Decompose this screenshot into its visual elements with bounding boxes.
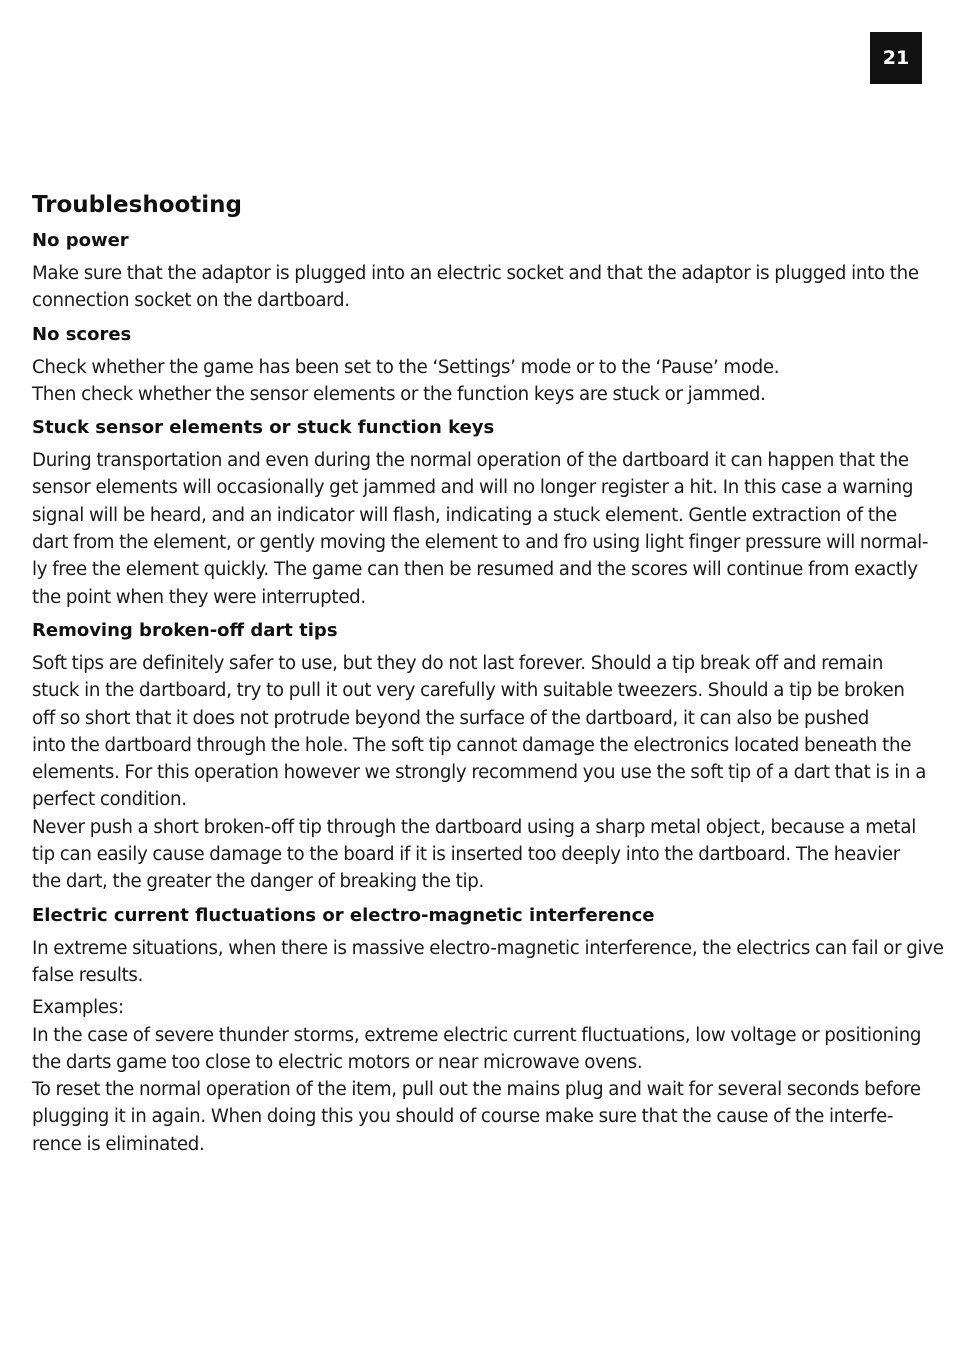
body-paragraph	[32, 447, 929, 611]
sections	[32, 226, 944, 1158]
text-line: Examples:	[32, 997, 124, 1019]
page-content	[32, 188, 944, 1163]
text-line: In the case of severe thunder storms, extreme electric current fluctuations, low voltage or positioning	[32, 1024, 922, 1046]
text-line: Check whether the game has been set to the ‘Settings’ mode or to the ‘Pause’ mode.	[32, 356, 780, 378]
text-line: rence is eliminated.	[32, 1133, 205, 1155]
text-line: connection socket on the dartboard.	[32, 290, 350, 312]
body-paragraph	[32, 935, 944, 990]
text-line: the dart, the greater the danger of breaking the tip.	[32, 871, 484, 893]
text-line: off so short that it does not protrude beyond the surface of the dartboard, it can also be pushed	[32, 707, 870, 729]
section	[32, 616, 927, 896]
text-line: Make sure that the adaptor is plugged into an electric socket and that the adaptor is plugged into the	[32, 263, 919, 284]
text-line: into the dartboard through the hole. The soft tip cannot damage the electronics located beneath the	[32, 734, 912, 756]
section	[32, 901, 944, 1158]
section-heading: Stuck sensor elements or stuck function keys	[32, 417, 495, 439]
text-line: In extreme situations, when there is massive electro-magnetic interference, the electrics can fail or give	[32, 937, 944, 959]
text-line: To reset the normal operation of the item, pull out the mains plug and wait for several seconds before	[32, 1079, 921, 1101]
text-line: perfect condition.	[32, 789, 187, 811]
section-heading: Electric current fluctuations or electro-magnetic interference	[32, 904, 655, 926]
section	[32, 226, 924, 315]
body-paragraph	[32, 650, 927, 896]
body-paragraph	[32, 994, 924, 1158]
section-heading: Removing broken-off dart tips	[32, 619, 338, 641]
section	[32, 320, 924, 409]
body-paragraph	[32, 354, 924, 409]
body-paragraph	[32, 260, 924, 315]
text-line: During transportation and even during the normal operation of the dartboard it can happen that the	[32, 450, 909, 472]
text-line: ly free the element quickly. The game can then be resumed and the scores will continue from exactly	[32, 559, 918, 581]
page-title: Troubleshooting	[32, 192, 243, 218]
text-line: tip can easily cause damage to the board if it is inserted too deeply into the dartboard. The heavier	[32, 844, 900, 866]
text-line: stuck in the dartboard, try to pull it out very carefully with suitable tweezers. Should a tip be broken	[32, 680, 905, 702]
section-heading: No power	[32, 230, 129, 251]
text-line: Soft tips are definitely safer to use, but they do not last forever. Should a tip break off and remain	[32, 652, 884, 674]
text-line: Then check whether the sensor elements or the function keys are stuck or jammed.	[32, 383, 766, 405]
text-line: the darts game too close to electric motors or near microwave ovens.	[32, 1051, 643, 1073]
text-line: signal will be heard, and an indicator will flash, indicating a stuck element. Gentle extraction of the	[32, 504, 897, 526]
text-line: plugging it in again. When doing this you should of course make sure that the cause of the interfe-	[32, 1106, 894, 1128]
text-line: dart from the element, or gently moving the element to and fro using light finger pressure will normal-	[32, 532, 929, 554]
text-line: elements. For this operation however we strongly recommend you use the soft tip of a dart that is in a	[32, 762, 927, 784]
section	[32, 413, 929, 611]
text-line: the point when they were interrupted.	[32, 586, 366, 608]
text-line: sensor elements will occasionally get jammed and will no longer register a hit. In this case a warning	[32, 477, 914, 499]
text-line: false results.	[32, 964, 144, 986]
page-number: 21	[882, 47, 910, 69]
text-line: Never push a short broken-off tip through the dartboard using a sharp metal object, because a metal	[32, 816, 916, 838]
page-number-badge	[870, 32, 922, 84]
section-heading: No scores	[32, 323, 132, 345]
